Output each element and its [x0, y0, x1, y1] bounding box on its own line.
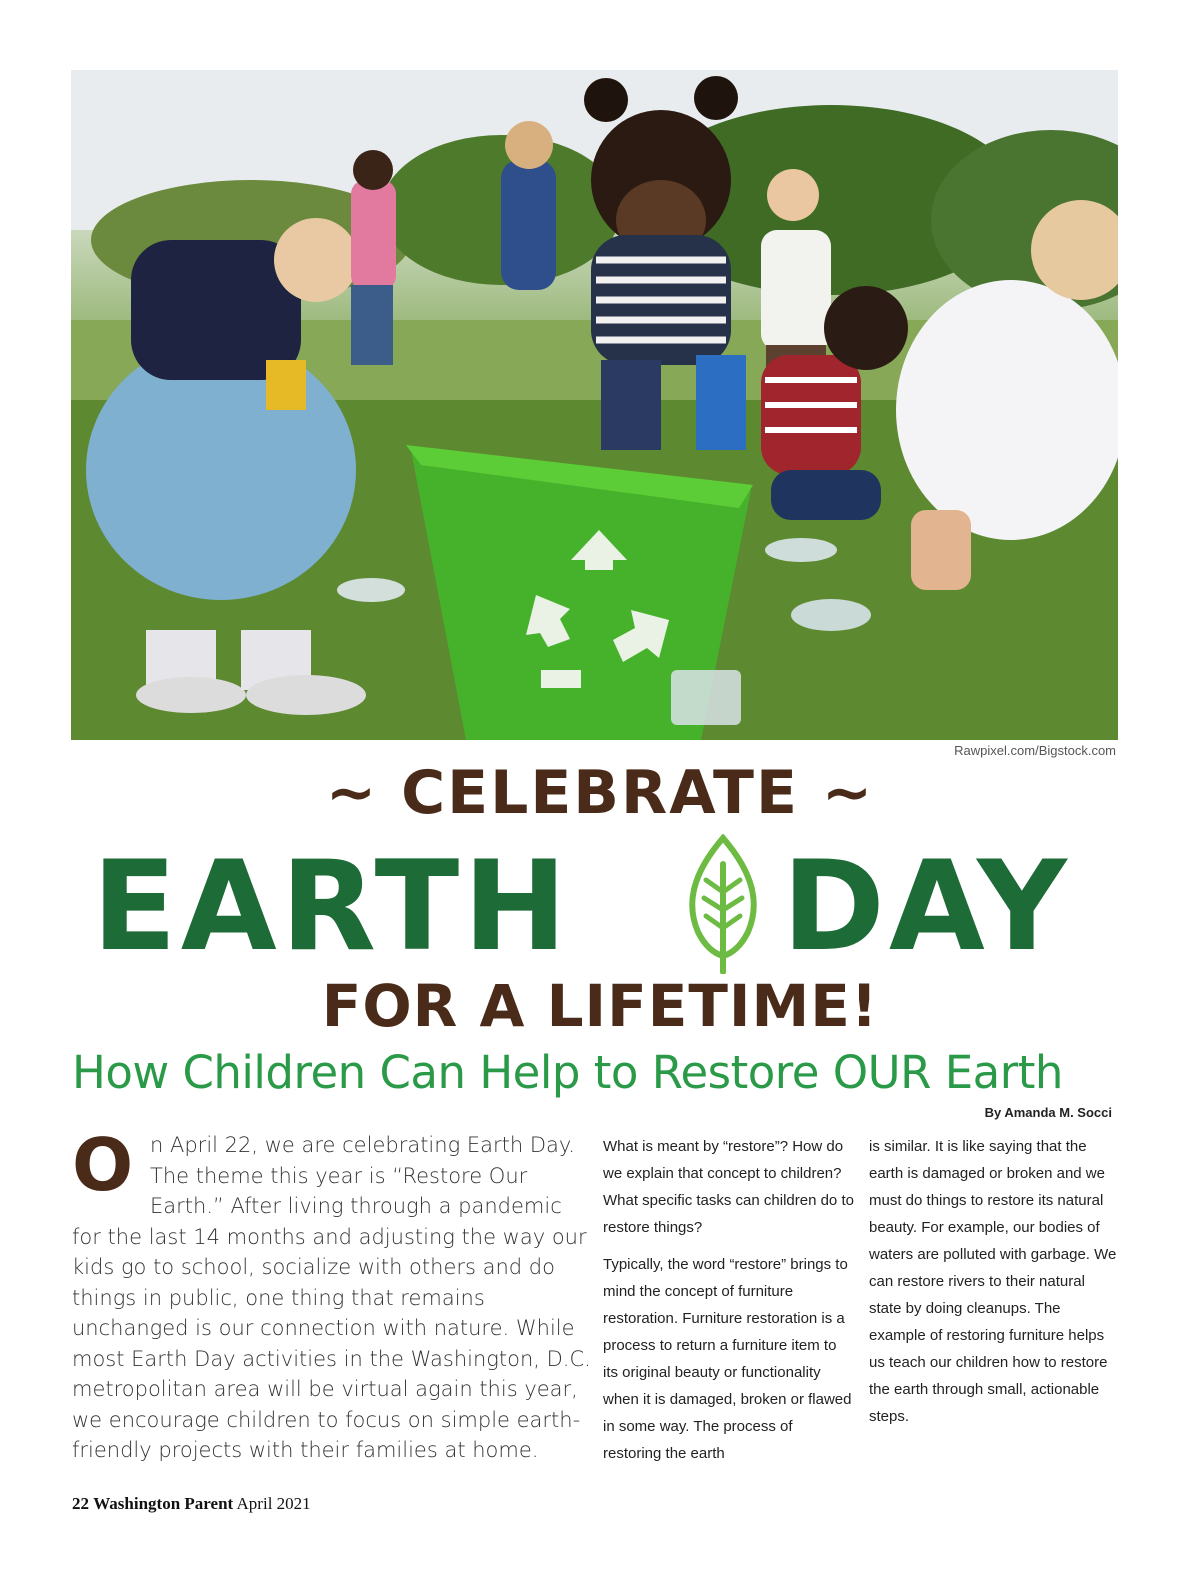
article-column-1 [72, 1123, 592, 1466]
headline-day: DAY [782, 835, 1071, 979]
leaf-icon [682, 834, 764, 974]
drop-cap: O [72, 1123, 134, 1207]
page-footer [72, 1494, 311, 1514]
article-column-3 [869, 1133, 1119, 1440]
column-1-text: n April 22, we are celebrating Earth Day. The theme this year is “Restore Our Earth.” After living through a pandemic for the last 14 months and adjusting the way our kids go to school, socialize with others and do things in public, one thing that remains unchanged is our connection with nature. While most Earth Day activities in the Washington, D.C. metropolitan area will be virtual again this year, we encourage children to focus on simple earth-friendly projects with their families at home. [72, 1133, 591, 1462]
hero-photo [71, 70, 1118, 740]
headline-earth-day [92, 832, 1092, 982]
author-byline: By Amanda M. Socci [984, 1105, 1112, 1120]
headline-lifetime: FOR A LIFETIME! [321, 972, 879, 1040]
column-2-paragraph: What is meant by “restore”? How do we explain that concept to children? What specific tasks can children do to restore things? [603, 1138, 854, 1236]
headline-celebrate: ~ CELEBRATE ~ [325, 758, 875, 828]
publication-name: Washington Parent [93, 1494, 234, 1513]
children-recycling-illustration [71, 70, 1118, 740]
column-2-paragraph: Typically, the word “restore” brings to mind the concept of furniture restoration. Furniture restoration is a process to return a furniture item to its original beauty or functionality when it is damaged, broken or flawed in some way. The process of restoring the earth [603, 1256, 852, 1462]
page-number: 22 [72, 1494, 89, 1513]
article-subhead: How Children Can Help to Restore OUR Earth [72, 1046, 1063, 1099]
photo-credit: Rawpixel.com/Bigstock.com [954, 743, 1116, 758]
issue-date: April 2021 [236, 1494, 311, 1513]
headline-earth: EARTH [92, 835, 571, 979]
column-3-paragraph: is similar. It is like saying that the earth is damaged or broken and we must do things to restore its natural beauty. For example, our bodies of waters are polluted with garbage. We can restore rivers to their natural state by doing cleanups. The example of restoring furniture helps us teach our children how to restore the earth through small, actionable steps. [869, 1138, 1117, 1425]
article-column-2 [603, 1133, 855, 1477]
